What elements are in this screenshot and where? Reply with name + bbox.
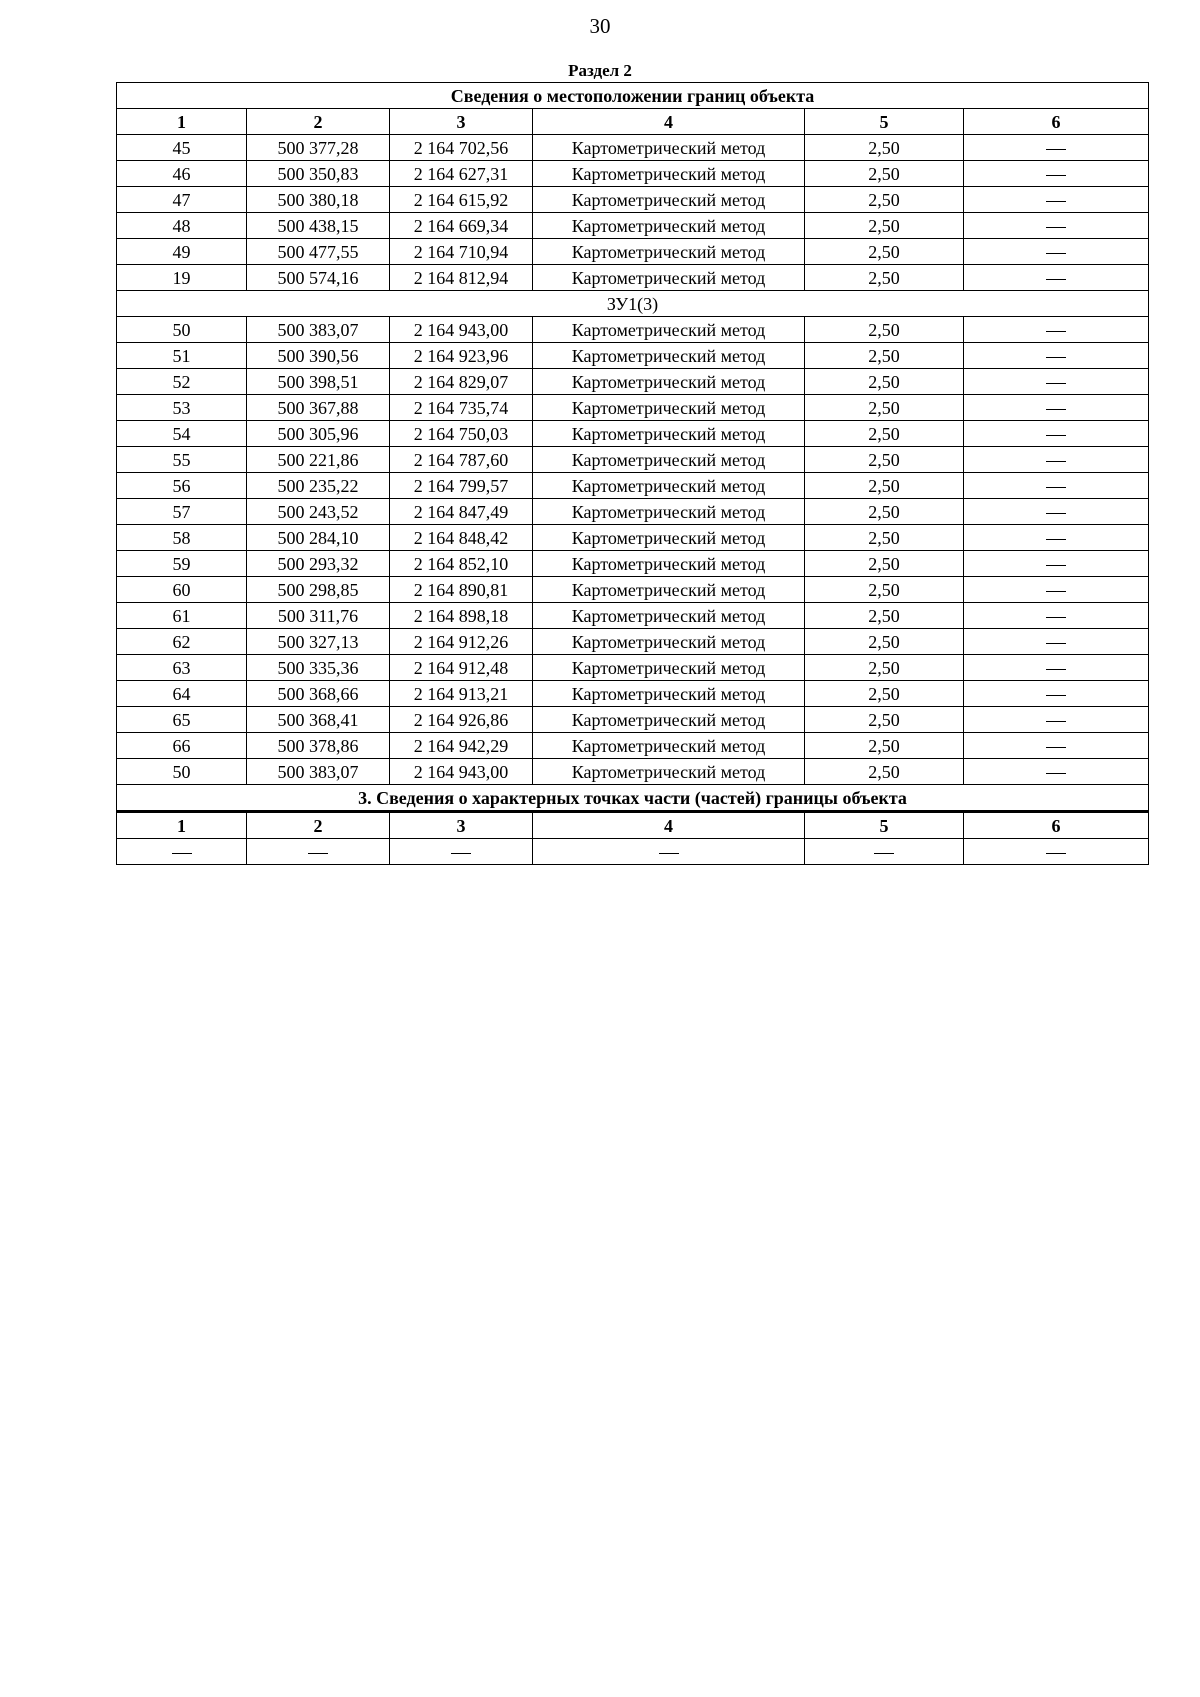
dash-mark [1046,853,1066,854]
dash-mark [1046,357,1066,358]
table-cell-col3: 2 164 615,92 [390,187,533,213]
table2-cell-col5 [805,839,964,865]
table-cell-col6 [964,447,1149,473]
table-cell-col3: 2 164 943,00 [390,759,533,785]
table-cell-col1: 50 [117,317,247,343]
table-cell-col1: 49 [117,239,247,265]
table-cell-col4: Картометрический метод [533,551,805,577]
table-cell-col1: 65 [117,707,247,733]
dash-mark [1046,773,1066,774]
table-cell-col3: 2 164 890,81 [390,577,533,603]
table-cell-col6 [964,733,1149,759]
table-cell-col5: 2,50 [805,265,964,291]
table-cell-col2: 500 298,85 [247,577,390,603]
table-cell-col3: 2 164 750,03 [390,421,533,447]
table-row [117,629,1149,655]
dash-mark [1046,539,1066,540]
table-row [117,603,1149,629]
table2-column-header-5: 5 [805,812,964,839]
dash-mark [1046,149,1066,150]
table-cell-col5: 2,50 [805,473,964,499]
dash-mark [1046,487,1066,488]
table2-column-header-4: 4 [533,812,805,839]
table2-cell-col3 [390,839,533,865]
table2-cell-col4 [533,839,805,865]
table-cell-col1: 46 [117,161,247,187]
table-cell-col1: 59 [117,551,247,577]
table-cell-col6 [964,421,1149,447]
table-row [117,577,1149,603]
table2-header-row [117,812,1149,839]
table-cell-col2: 500 367,88 [247,395,390,421]
dash-mark [1046,409,1066,410]
table-cell-col4: Картометрический метод [533,629,805,655]
table-cell-col5: 2,50 [805,707,964,733]
table-cell-col5: 2,50 [805,187,964,213]
table-row [117,655,1149,681]
table-cell-col6 [964,161,1149,187]
table-cell-col1: 55 [117,447,247,473]
table-cell-col3: 2 164 898,18 [390,603,533,629]
table-cell-col5: 2,50 [805,135,964,161]
table-cell-col1: 61 [117,603,247,629]
table-row [117,525,1149,551]
table-cell-col5: 2,50 [805,161,964,187]
table-cell-col4: Картометрический метод [533,655,805,681]
table-cell-col4: Картометрический метод [533,395,805,421]
table-row [117,369,1149,395]
table-cell-col5: 2,50 [805,239,964,265]
table-cell-col1: 52 [117,369,247,395]
dash-mark [1046,721,1066,722]
table-cell-col4: Картометрический метод [533,135,805,161]
table-cell-col3: 2 164 829,07 [390,369,533,395]
table-cell-col2: 500 390,56 [247,343,390,369]
page-number: 30 [589,14,611,38]
table-cell-col1: 45 [117,135,247,161]
dash-mark [451,853,471,854]
table-cell-col5: 2,50 [805,317,964,343]
table-cell-col5: 2,50 [805,655,964,681]
dash-mark [1046,383,1066,384]
table-cell-col6 [964,655,1149,681]
dash-mark [1046,617,1066,618]
table-cell-col2: 500 383,07 [247,759,390,785]
table-cell-col3: 2 164 942,29 [390,733,533,759]
column-header-5: 5 [805,109,964,135]
table-cell-col5: 2,50 [805,629,964,655]
table-cell-col4: Картометрический метод [533,577,805,603]
table-row [117,759,1149,785]
table-cell-col3: 2 164 799,57 [390,473,533,499]
table-cell-col4: Картометрический метод [533,239,805,265]
dash-mark [1046,331,1066,332]
table-cell-col4: Картометрический метод [533,421,805,447]
dash-mark [1046,279,1066,280]
table-cell-col3: 2 164 852,10 [390,551,533,577]
dash-mark [659,853,679,854]
column-header-2: 2 [247,109,390,135]
table-cell-col1: 56 [117,473,247,499]
table-cell-col2: 500 377,28 [247,135,390,161]
table-cell-col2: 500 293,32 [247,551,390,577]
dash-mark [874,853,894,854]
table-cell-col6 [964,343,1149,369]
table-cell-col2: 500 368,41 [247,707,390,733]
table-cell-col1: 47 [117,187,247,213]
table-cell-col1: 60 [117,577,247,603]
table2-title: 3. Сведения о характерных точках части (частей) границы объекта [117,785,1149,812]
table-row [117,473,1149,499]
table-cell-col4: Картометрический метод [533,447,805,473]
dash-mark [1046,201,1066,202]
table-cell-col2: 500 305,96 [247,421,390,447]
table-cell-col3: 2 164 847,49 [390,499,533,525]
table-cell-col3: 2 164 710,94 [390,239,533,265]
group-label: ЗУ1(3) [117,291,1149,317]
table-cell-col3: 2 164 627,31 [390,161,533,187]
dash-mark [1046,175,1066,176]
table-cell-col6 [964,265,1149,291]
table-cell-col4: Картометрический метод [533,265,805,291]
table-row [117,135,1149,161]
table-cell-col5: 2,50 [805,421,964,447]
table-cell-col5: 2,50 [805,577,964,603]
table-row [117,161,1149,187]
table-cell-col1: 54 [117,421,247,447]
table-row [117,551,1149,577]
table-row [117,395,1149,421]
table-cell-col3: 2 164 912,26 [390,629,533,655]
table-row [117,239,1149,265]
table-cell-col1: 62 [117,629,247,655]
table-cell-col4: Картометрический метод [533,317,805,343]
table-cell-col6 [964,681,1149,707]
table-cell-col2: 500 574,16 [247,265,390,291]
table-cell-col4: Картометрический метод [533,369,805,395]
table-cell-col6 [964,707,1149,733]
dash-mark [1046,513,1066,514]
table-cell-col1: 51 [117,343,247,369]
table-cell-col4: Картометрический метод [533,733,805,759]
table-cell-col6 [964,473,1149,499]
table-cell-col3: 2 164 735,74 [390,395,533,421]
table-cell-col5: 2,50 [805,447,964,473]
table2-cell-col2 [247,839,390,865]
table-cell-col5: 2,50 [805,603,964,629]
table-cell-col3: 2 164 848,42 [390,525,533,551]
dash-mark [308,853,328,854]
table-cell-col4: Картометрический метод [533,499,805,525]
table-cell-col2: 500 335,36 [247,655,390,681]
table-cell-col4: Картометрический метод [533,759,805,785]
table-cell-col2: 500 368,66 [247,681,390,707]
table-cell-col6 [964,213,1149,239]
table-row [117,733,1149,759]
table-cell-col4: Картометрический метод [533,707,805,733]
table-cell-col1: 63 [117,655,247,681]
table-cell-col5: 2,50 [805,525,964,551]
table-cell-col6 [964,135,1149,161]
dash-mark [1046,227,1066,228]
boundary-coordinates-table [116,82,1149,865]
section-title: Раздел 2 [568,61,632,80]
table-row [117,421,1149,447]
table2-column-header-3: 3 [390,812,533,839]
group-row [117,291,1149,317]
dash-mark [1046,695,1066,696]
table-title-row [117,83,1149,109]
table-row [117,707,1149,733]
table-cell-col5: 2,50 [805,213,964,239]
dash-mark [1046,643,1066,644]
table-cell-col4: Картометрический метод [533,681,805,707]
table-cell-col6 [964,369,1149,395]
table-cell-col2: 500 378,86 [247,733,390,759]
table-cell-col6 [964,239,1149,265]
table-cell-col3: 2 164 923,96 [390,343,533,369]
table-cell-col6 [964,317,1149,343]
table-cell-col5: 2,50 [805,681,964,707]
table2-column-header-2: 2 [247,812,390,839]
table-cell-col5: 2,50 [805,343,964,369]
table-cell-col5: 2,50 [805,733,964,759]
dash-mark [1046,669,1066,670]
table-cell-col4: Картометрический метод [533,187,805,213]
table-cell-col4: Картометрический метод [533,603,805,629]
table-cell-col6 [964,499,1149,525]
table-cell-col6 [964,187,1149,213]
table-cell-col5: 2,50 [805,369,964,395]
table-cell-col3: 2 164 926,86 [390,707,533,733]
table-cell-col5: 2,50 [805,395,964,421]
table-cell-col6 [964,395,1149,421]
dash-mark [1046,461,1066,462]
dash-mark [172,853,192,854]
table-cell-col4: Картометрический метод [533,473,805,499]
table-row [117,317,1149,343]
table-row [117,213,1149,239]
table-cell-col2: 500 350,83 [247,161,390,187]
table-cell-col2: 500 243,52 [247,499,390,525]
table-cell-col3: 2 164 812,94 [390,265,533,291]
table-cell-col4: Картометрический метод [533,213,805,239]
table-cell-col5: 2,50 [805,759,964,785]
table-row [117,447,1149,473]
table-cell-col4: Картометрический метод [533,525,805,551]
table2-title-row [117,785,1149,812]
table-cell-col1: 53 [117,395,247,421]
table2-column-header-6: 6 [964,812,1149,839]
table-cell-col2: 500 477,55 [247,239,390,265]
dash-mark [1046,591,1066,592]
table-cell-col1: 58 [117,525,247,551]
table-cell-col1: 57 [117,499,247,525]
table-cell-col3: 2 164 943,00 [390,317,533,343]
column-header-row [117,109,1149,135]
table-cell-col2: 500 380,18 [247,187,390,213]
table-row [117,187,1149,213]
table-cell-col2: 500 235,22 [247,473,390,499]
table-cell-col1: 50 [117,759,247,785]
table-cell-col5: 2,50 [805,499,964,525]
table-cell-col6 [964,759,1149,785]
table2-cell-col1 [117,839,247,865]
dash-mark [1046,435,1066,436]
table-cell-col4: Картометрический метод [533,161,805,187]
table-cell-col3: 2 164 669,34 [390,213,533,239]
column-header-3: 3 [390,109,533,135]
table-row [117,343,1149,369]
table-cell-col3: 2 164 787,60 [390,447,533,473]
table-cell-col2: 500 327,13 [247,629,390,655]
column-header-6: 6 [964,109,1149,135]
dash-mark [1046,565,1066,566]
table-cell-col1: 66 [117,733,247,759]
table-cell-col4: Картометрический метод [533,343,805,369]
table-cell-col6 [964,525,1149,551]
table-cell-col3: 2 164 913,21 [390,681,533,707]
table-cell-col6 [964,577,1149,603]
table2-column-header-1: 1 [117,812,247,839]
table-cell-col1: 19 [117,265,247,291]
dash-mark [1046,253,1066,254]
table-cell-col1: 64 [117,681,247,707]
column-header-4: 4 [533,109,805,135]
table-cell-col5: 2,50 [805,551,964,577]
table-row [117,265,1149,291]
table-cell-col3: 2 164 702,56 [390,135,533,161]
table-cell-col1: 48 [117,213,247,239]
table2-cell-col6 [964,839,1149,865]
table-cell-col6 [964,603,1149,629]
table-cell-col2: 500 438,15 [247,213,390,239]
table2-empty-row [117,839,1149,865]
table-cell-col2: 500 311,76 [247,603,390,629]
table-cell-col2: 500 284,10 [247,525,390,551]
table-cell-col2: 500 221,86 [247,447,390,473]
table-cell-col6 [964,551,1149,577]
table-cell-col2: 500 398,51 [247,369,390,395]
table-row [117,499,1149,525]
table-cell-col3: 2 164 912,48 [390,655,533,681]
table-title: Сведения о местоположении границ объекта [117,83,1149,109]
table-cell-col6 [964,629,1149,655]
column-header-1: 1 [117,109,247,135]
dash-mark [1046,747,1066,748]
table-row [117,681,1149,707]
table-cell-col2: 500 383,07 [247,317,390,343]
